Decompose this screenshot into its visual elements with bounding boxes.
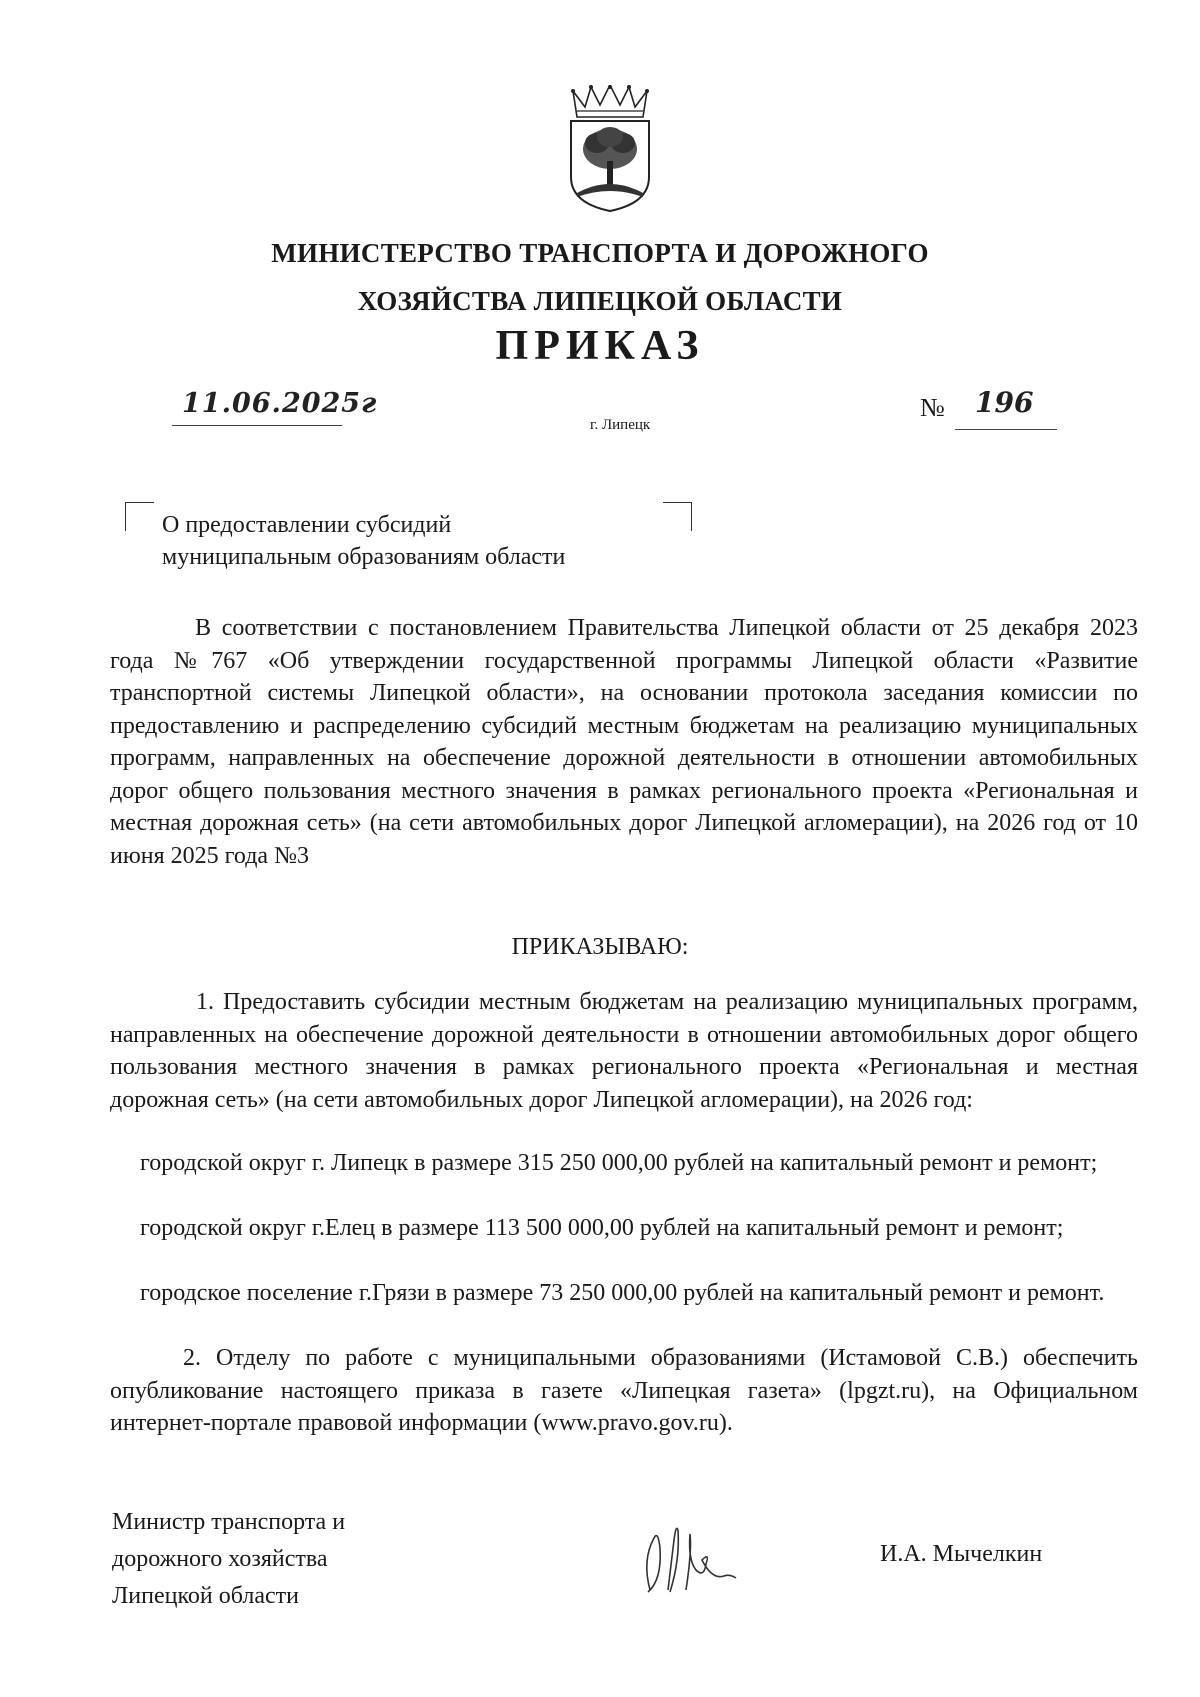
decree-heading: ПРИКАЗЫВАЮ: (511, 934, 689, 960)
signer-name: И.А. Мычелкин (880, 1541, 1043, 1567)
subsidy-elets: городской округ г.Елец в размере 113 500 000,00 рублей на капитальный ремонт и ремонт; (140, 1215, 1064, 1241)
order-number-label: № (920, 393, 945, 422)
ministry-name-line1: МИНИСТЕРСТВО ТРАНСПОРТА И ДОРОЖНОГО (271, 238, 929, 268)
order-date: 11.06.2025г (182, 388, 378, 419)
signer-title-line3: Липецкой области (112, 1583, 299, 1609)
order-item-2: 2. Отделу по работе с муниципальными образованиями (Истамовой С.В.) обеспечить опубликование настоящего приказа в газете «Липецкая газета» (lpgzt.ru), на Официальном интернет-портале правовой информации (www.pravo.gov.ru). (110, 1345, 1138, 1436)
subject-bracket-left (125, 502, 154, 531)
date-underline (172, 425, 342, 426)
subsidy-lipetsk: городской округ г. Липецк в размере 315 250 000,00 рублей на капитальный ремонт и ремонт; (140, 1150, 1098, 1176)
coat-of-arms-icon (567, 85, 653, 213)
subject-bracket-right (663, 502, 692, 531)
signer-title-line1: Министр транспорта и (112, 1509, 346, 1535)
preamble-paragraph: В соответствии с постановлением Правительства Липецкой области от 25 декабря 2023 года №767 «Об утверждении государственной программы Липецкой области «Развитие транспортной системы Липецкой области», на основании протокола заседания комиссии по предоставлению и распределению субсидий местным бюджетам на реализацию муниципальных программ, направленных на обеспечение дорожной деятельности в отношении автомобильных дорог общего пользования местного значения в рамках регионального проекта «Региональная и местная дорожная сеть» (на сети автомобильных дорог Липецкой агломерации), на 2026 год от 10 июня 2025 года №3 (110, 615, 1138, 869)
order-item-1: 1. Предоставить субсидии местным бюджетам на реализацию муниципальных программ, направленных на обеспечение дорожной деятельности в отношении автомобильных дорог общего пользования местного значения в рамках регионального проекта «Региональная и местная дорожная сеть» (на сети автомобильных дорог Липецкой агломерации), на 2026 год: (110, 989, 1138, 1113)
issue-city: г. Липецк (590, 417, 651, 433)
signer-title-line2: дорожного хозяйства (112, 1546, 328, 1572)
order-subject (162, 509, 565, 573)
order-number: 196 (975, 386, 1034, 419)
ministry-name-line2: ХОЗЯЙСТВА ЛИПЕЦКОЙ ОБЛАСТИ (357, 286, 843, 316)
subject-line2: муниципальным образованиям области (162, 544, 566, 570)
subject-line1: О предоставлении субсидий (162, 512, 452, 538)
signature-icon (640, 1520, 750, 1600)
number-underline (955, 429, 1057, 430)
signer-title (112, 1504, 345, 1615)
subsidy-gryazi: городское поселение г.Грязи в размере 73 250 000,00 рублей на капитальный ремонт и ремонт. (140, 1280, 1105, 1306)
document-type-title: ПРИКАЗ (495, 323, 705, 369)
